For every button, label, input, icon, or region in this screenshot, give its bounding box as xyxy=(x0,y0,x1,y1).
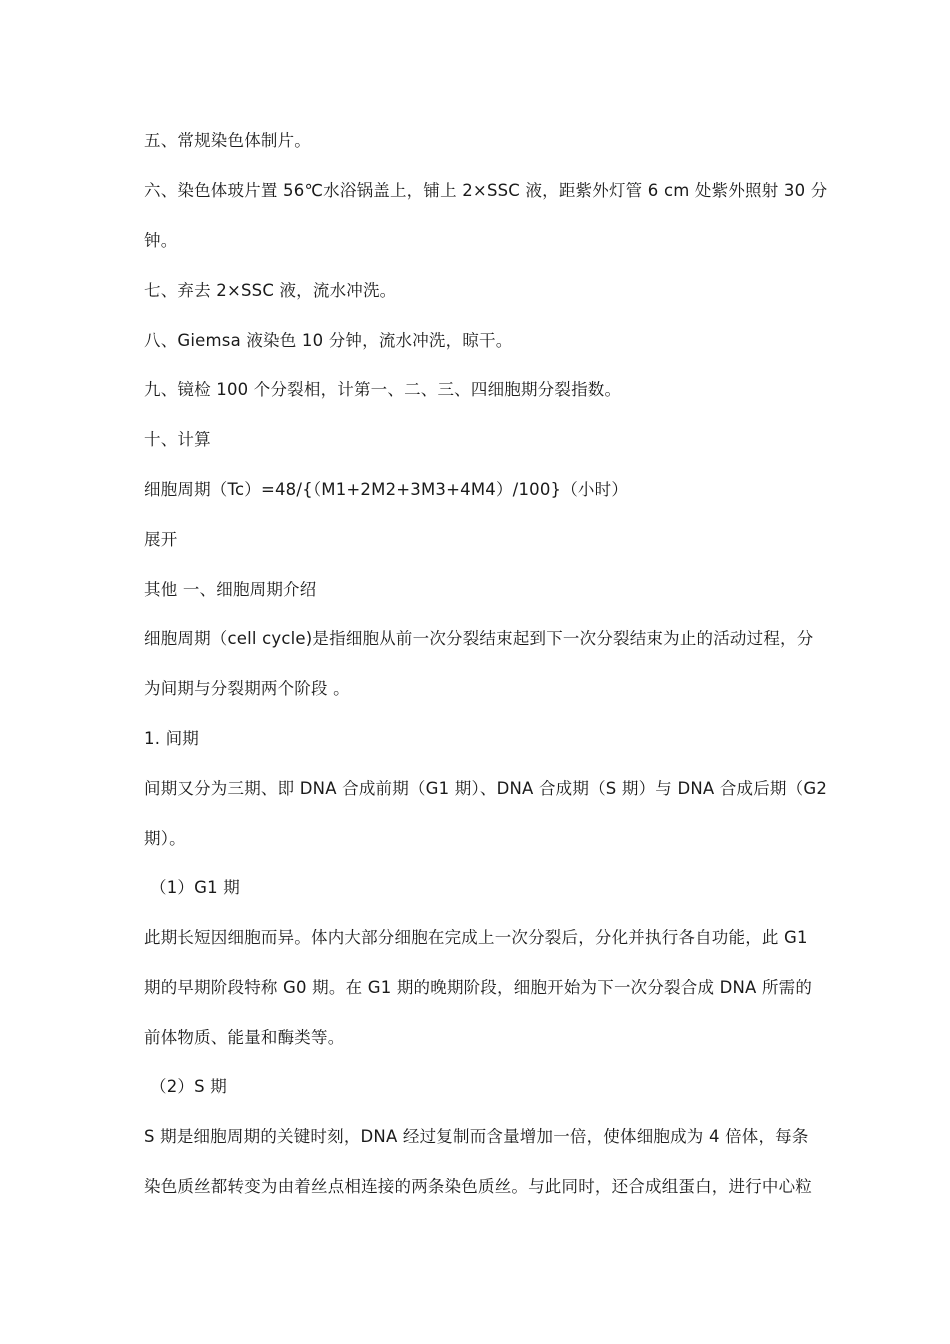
paragraph-line: 前体物质、能量和酶类等。 xyxy=(144,1028,345,1047)
formula-text: 细胞周期（Tc）=48/{（M1+2M2+3M3+4M4）/100}（小时） xyxy=(144,480,629,499)
section-heading: 其他 一、细胞周期介绍 xyxy=(144,580,317,599)
step-10-heading: 十、计算 xyxy=(144,430,211,449)
step-6-text: 六、染色体玻片置 56℃水浴锅盖上，铺上 2×SSC 液，距紫外灯管 6 cm 处紫外照射 30 分 xyxy=(144,181,828,200)
step-9-text: 九、镜检 100 个分裂相，计第一、二、三、四细胞期分裂指数。 xyxy=(144,380,622,399)
step-6-text-continued: 钟。 xyxy=(144,231,178,250)
paragraph-line: 期）。 xyxy=(144,829,186,848)
subsection-heading: （2）S 期 xyxy=(150,1077,227,1096)
paragraph-line: 期的早期阶段特称 G0 期。在 G1 期的晚期阶段，细胞开始为下一次分裂合成 DNA 所需的 xyxy=(144,978,813,997)
paragraph-line: 细胞周期（cell cycle)是指细胞从前一次分裂结束起到下一次分裂结束为止的活动过程，分 xyxy=(144,629,814,648)
paragraph-line: 此期长短因细胞而异。体内大部分细胞在完成上一次分裂后，分化并执行各自功能，此 G1 xyxy=(144,928,808,947)
step-8-text: 八、Giemsa 液染色 10 分钟，流水冲洗，晾干。 xyxy=(144,331,513,350)
expand-link[interactable]: 展开 xyxy=(144,530,178,549)
step-5-text: 五、常规染色体制片。 xyxy=(144,131,311,150)
subsection-heading: （1）G1 期 xyxy=(150,878,240,897)
step-7-text: 七、弃去 2×SSC 液，流水冲洗。 xyxy=(144,281,397,300)
paragraph-line: 为间期与分裂期两个阶段 。 xyxy=(144,679,350,698)
paragraph-line: S 期是细胞周期的关键时刻，DNA 经过复制而含量增加一倍，使体细胞成为 4 倍体，每条 xyxy=(144,1127,809,1146)
subsection-heading: 1. 间期 xyxy=(144,729,199,748)
paragraph-line: 染色质丝都转变为由着丝点相连接的两条染色质丝。与此同时，还合成组蛋白，进行中心粒 xyxy=(144,1177,812,1196)
paragraph-line: 间期又分为三期、即 DNA 合成前期（G1 期）、DNA 合成期（S 期）与 DNA 合成后期（G2 xyxy=(144,779,828,798)
